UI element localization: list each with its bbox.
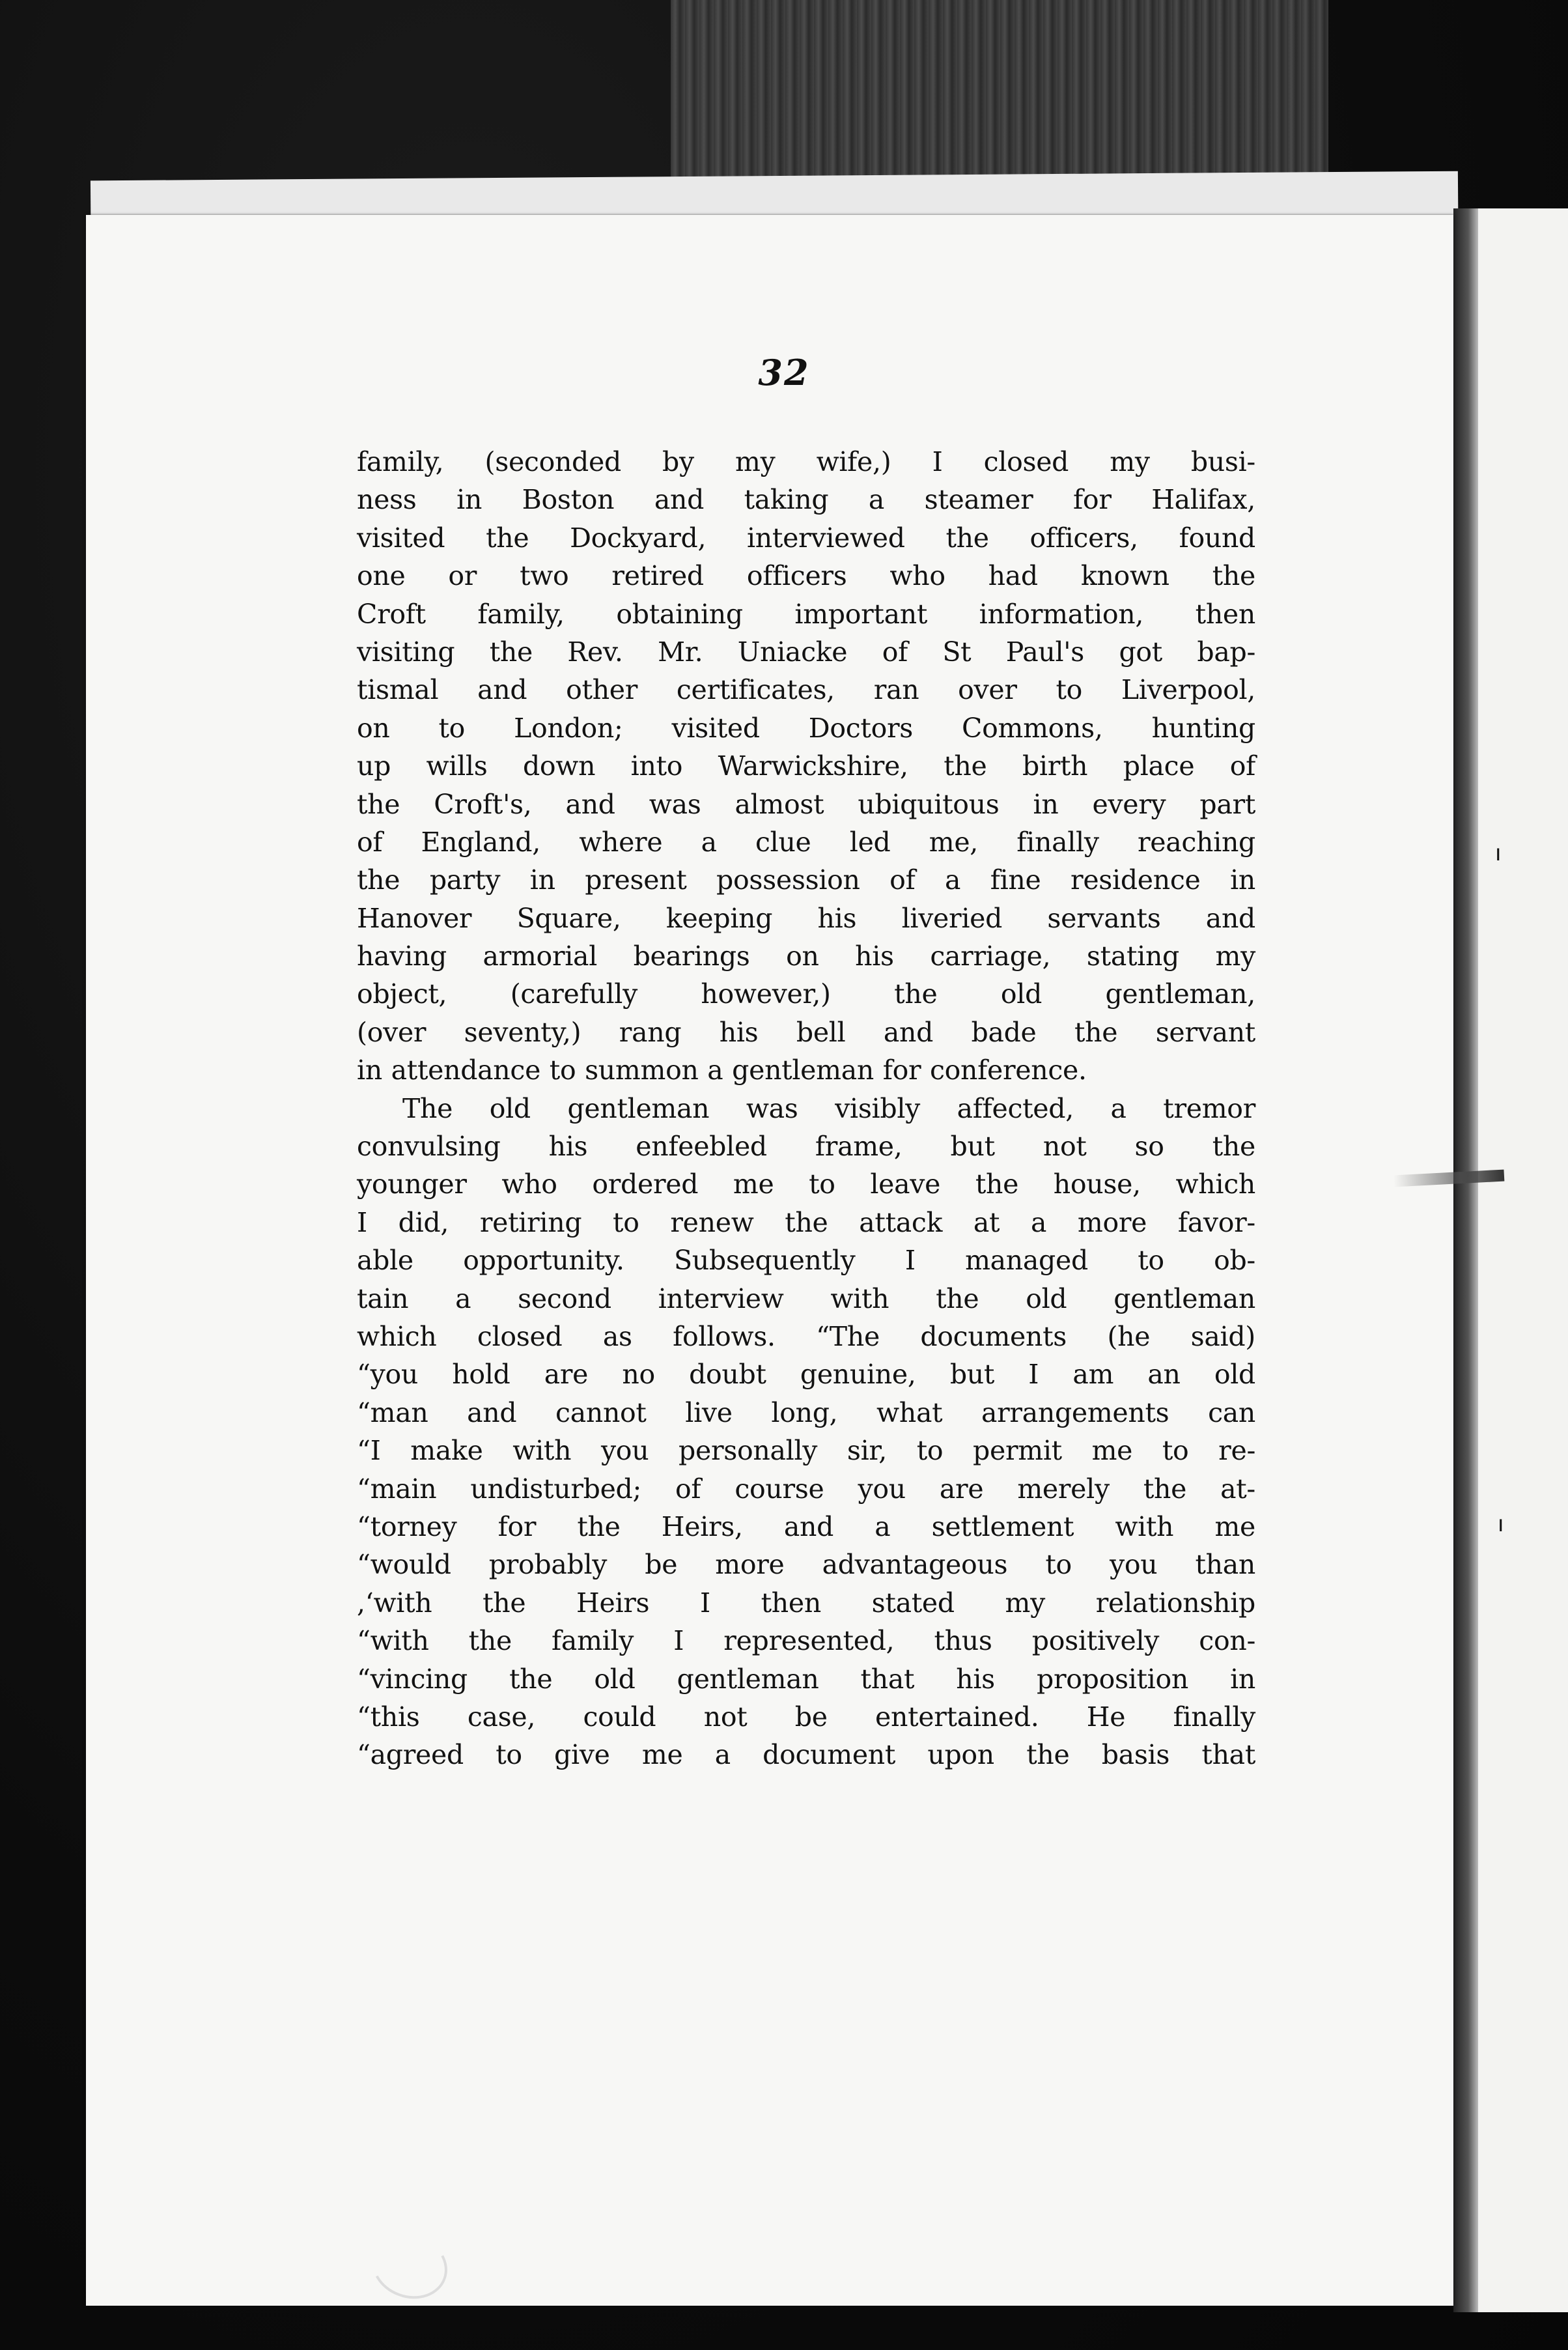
text-line: “this case, could not be entertained. He finally <box>357 1701 1255 1733</box>
text-line: having armorial bearings on his carriage, stating my <box>357 941 1255 972</box>
text-line: The old gentleman was visibly affected, a tremor <box>402 1092 1255 1124</box>
margin-speck: ı <box>1498 1511 1504 1537</box>
text-line: tismal and other certificates, ran over to Liverpool, <box>357 674 1255 706</box>
gutter-shadow <box>1453 208 1478 2312</box>
text-line: on to London; visited Doctors Commons, hunting <box>357 712 1255 744</box>
text-line: convulsing his enfeebled frame, but not so the <box>357 1131 1255 1163</box>
page-body <box>357 443 1255 1774</box>
text-line: in attendance to summon a gentleman for conference. <box>357 1055 1087 1086</box>
text-line: ness in Boston and taking a steamer for Halifax, <box>357 484 1255 516</box>
text-line: able opportunity. Subsequently I managed to ob- <box>357 1245 1255 1277</box>
text-line: tain a second interview with the old gentleman <box>357 1282 1255 1314</box>
text-line: “I make with you personally sir, to permit me to re- <box>357 1435 1255 1467</box>
text-line: Croft family, obtaining important information, then <box>357 598 1255 630</box>
text-line: object, (carefully however,) the old gentleman, <box>357 978 1255 1010</box>
text-line: “agreed to give me a document upon the basis that <box>357 1739 1255 1771</box>
text-line: the Croft's, and was almost ubiquitous in every part <box>357 788 1255 820</box>
text-line: “you hold are no doubt genuine, but I am an old <box>357 1359 1255 1391</box>
text-line: “with the family I represented, thus positively con- <box>357 1625 1255 1657</box>
text-line: “would probably be more advantageous to you than <box>357 1549 1255 1581</box>
text-line: ,‘with the Heirs I then stated my relationship <box>357 1587 1255 1619</box>
text-line: the party in present possession of a fine residence in <box>357 864 1255 896</box>
text-line: “torney for the Heirs, and a settlement with me <box>357 1510 1255 1542</box>
text-line: (over seventy,) rang his bell and bade the servant <box>357 1016 1255 1048</box>
scan-top-band <box>671 0 1328 189</box>
text-line: “vincing the old gentleman that his proposition in <box>357 1663 1255 1695</box>
text-line: Hanover Square, keeping his liveried servants and <box>357 902 1255 934</box>
text-line: visited the Dockyard, interviewed the officers, found <box>357 522 1255 554</box>
text-line: “main undisturbed; of course you are merely the at- <box>357 1473 1255 1505</box>
text-line: visiting the Rev. Mr. Uniacke of St Paul's got bap- <box>357 636 1255 668</box>
text-line: up wills down into Warwickshire, the birth place of <box>357 750 1255 782</box>
text-line: “man and cannot live long, what arrangements can <box>357 1396 1255 1428</box>
text-line: of England, where a clue led me, finally reaching <box>357 826 1255 858</box>
text-line: one or two retired officers who had known the <box>357 560 1255 592</box>
text-line: younger who ordered me to leave the house, which <box>357 1168 1255 1200</box>
text-line: I did, retiring to renew the attack at a more favor- <box>357 1206 1255 1238</box>
text-line: family, (seconded by my wife,) I closed my busi- <box>357 446 1255 477</box>
page-number: 32 <box>758 352 810 393</box>
margin-speck: ı <box>1495 840 1502 866</box>
text-line: which closed as follows. “The documents (he said) <box>357 1320 1255 1352</box>
adjacent-page <box>1478 208 1568 2312</box>
